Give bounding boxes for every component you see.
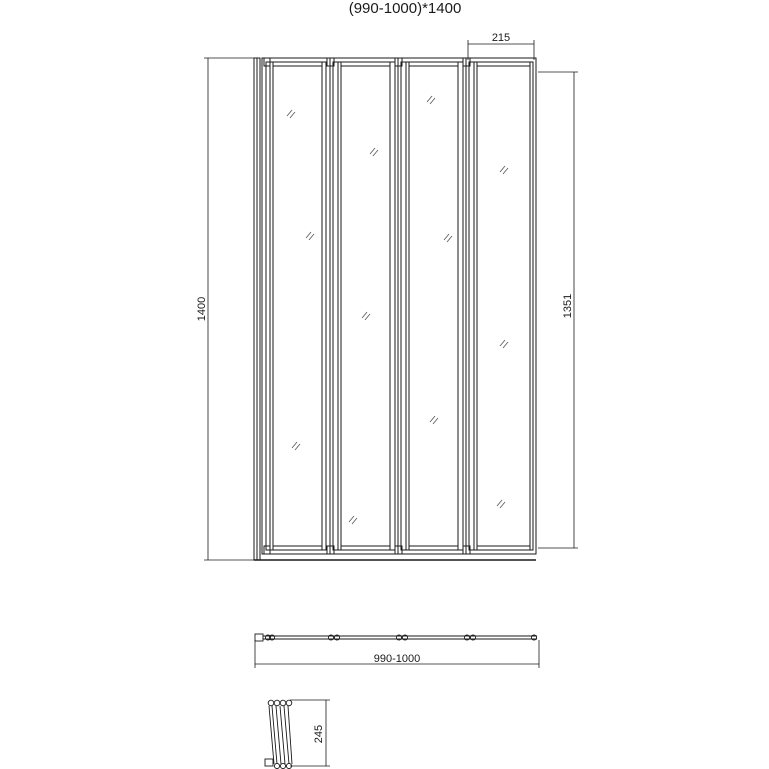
total-height-dimension [204,58,254,560]
front-view [254,58,536,560]
glass-panel-1 [262,58,330,554]
wall-profile-folded [265,759,273,766]
drawing-title: (990-1000)*1400 [348,0,462,17]
total-width-label: 990-1000 [373,653,421,665]
glass-height-label: 1351 [562,293,574,319]
reflection-mark [444,234,452,242]
reflection-mark [292,442,300,450]
reflection-mark [500,166,508,174]
folded-panel [280,706,285,764]
hinge-folded [280,763,285,768]
reflection-mark [500,340,508,348]
hinge-folded [274,763,279,768]
folded-depth-label: 245 [313,724,325,744]
wall-profile [254,58,260,560]
plan-view [255,634,537,641]
reflection-mark [430,416,438,424]
folded-panel [276,706,281,764]
folded-panel [272,706,277,764]
reflection-mark [427,96,435,104]
reflection-mark [362,312,370,320]
reflection-mark [370,148,378,156]
reflection-mark [497,500,505,508]
total-height-label: 1400 [196,296,208,322]
reflection-mark [287,110,295,118]
hinge-folded [268,700,274,706]
glass-panel-3 [395,58,466,554]
folded-view [265,700,292,768]
panel-width-label: 215 [491,32,511,44]
hinge-folded [280,700,286,706]
reflection-mark [306,232,314,240]
glass-panel-2 [327,58,398,554]
reflection-mark [349,516,357,524]
wall-profile-plan [255,634,263,641]
glass-panel-4 [463,58,536,554]
hinge-folded [274,700,280,706]
folded-panel [269,706,274,764]
hinge-folded [286,700,292,706]
